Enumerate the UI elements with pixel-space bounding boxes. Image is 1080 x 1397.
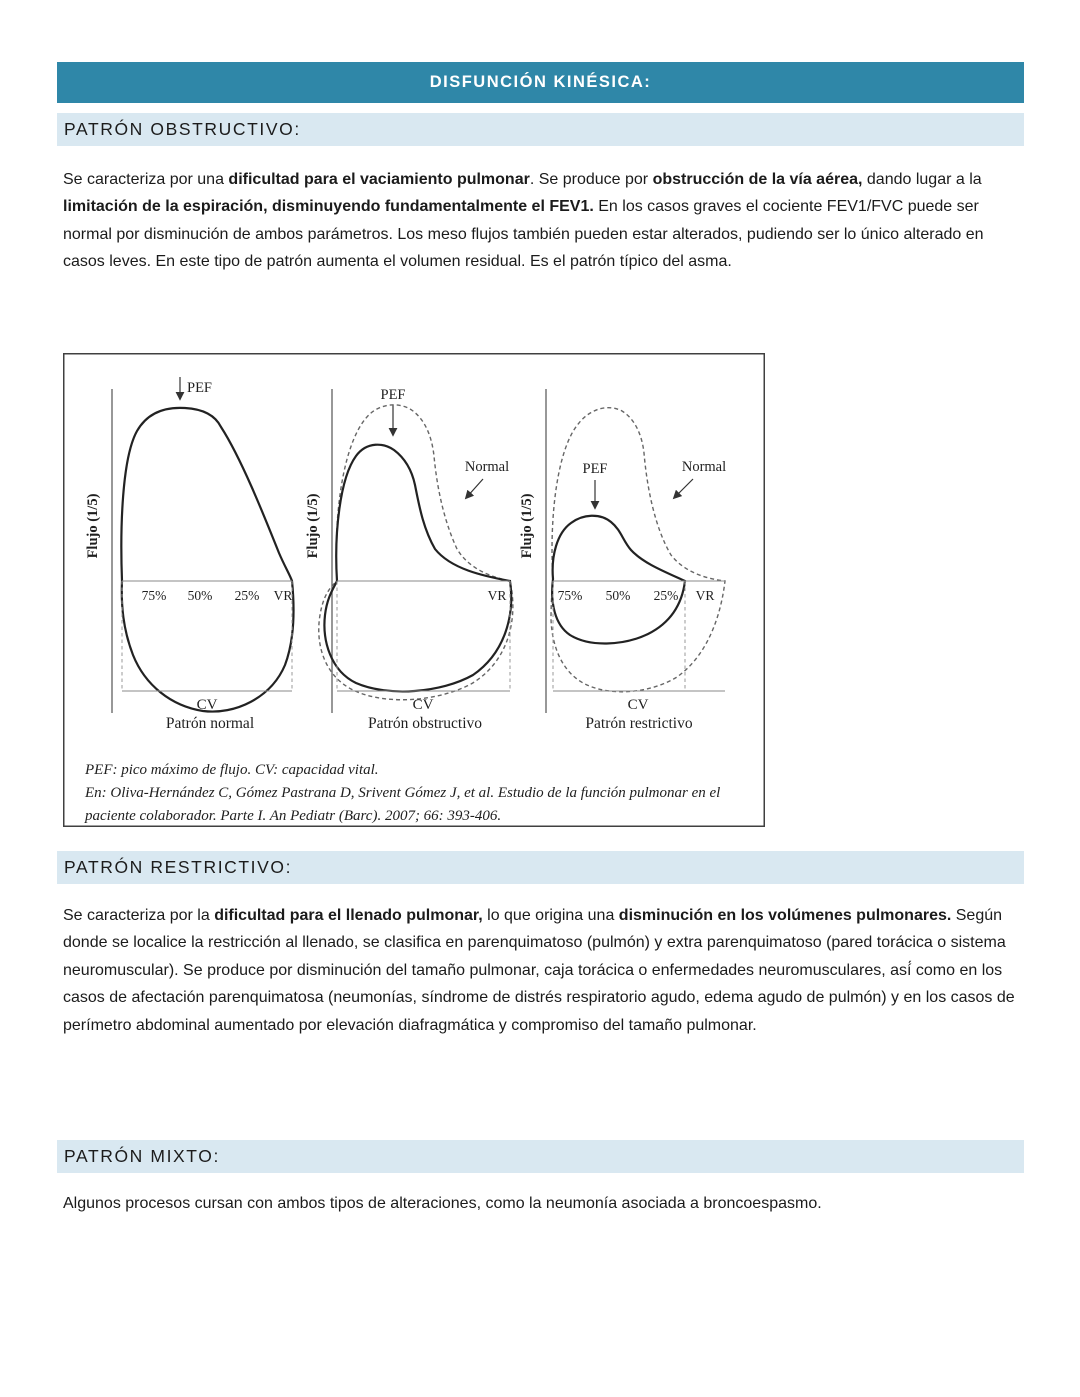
figure-caption xyxy=(84,762,720,824)
main-title-bar xyxy=(57,62,1024,103)
main-title: DISFUNCIÓN KINÉSICA: xyxy=(429,73,652,91)
panel-normal-cv-label: CV xyxy=(196,697,218,713)
flow-volume-figure-svg xyxy=(63,353,765,827)
panel-restrictivo-normal-loop xyxy=(551,408,725,692)
panel-normal-loop xyxy=(121,408,293,712)
panel-restrictivo-tick-25: 25% xyxy=(653,588,679,603)
panel-obstructivo-vr-label: VR xyxy=(487,588,507,603)
panel-normal-y-label: Flujo (1/5) xyxy=(85,493,101,559)
panel-restrictivo-tick-50: 50% xyxy=(605,588,631,603)
figure-caption-line-2: En: Oliva-Hernández C, Gómez Pastrana D, Srivent Gómez J, et al. Estudio de la función pulmonar en el xyxy=(85,785,721,801)
section-heading-restrictivo xyxy=(57,851,1024,884)
panel-restrictivo-pef-label: PEF xyxy=(582,461,608,477)
panel-obstructivo-y-label: Flujo (1/5) xyxy=(305,493,321,559)
paragraph-mixto: Algunos procesos cursan con ambos tipos de alteraciones, como la neumonía asociada a broncoespasmo. xyxy=(63,1195,822,1212)
panel-obstructivo-loop xyxy=(324,445,511,692)
section-heading-restrictivo-label: PATRÓN RESTRICTIVO: xyxy=(64,857,293,877)
panel-obstructivo-pef-label: PEF xyxy=(380,387,406,403)
panel-restrictivo-tick-75: 75% xyxy=(557,588,583,603)
panel-obstructivo-normal-arrow xyxy=(466,479,483,498)
panel-obstructivo-normal-label: Normal xyxy=(464,459,510,475)
panel-restrictivo-normal-label: Normal xyxy=(681,459,727,475)
panel-restrictivo-loop xyxy=(552,516,685,644)
panel-obstructivo-normal-loop xyxy=(319,405,513,700)
panel-normal-tick-75: 75% xyxy=(141,588,167,603)
panel-restrictivo-y-label: Flujo (1/5) xyxy=(519,493,535,559)
panel-normal-tick-50: 50% xyxy=(187,588,213,603)
panel-normal-pef-label: PEF xyxy=(187,380,212,396)
paragraph-obstructivo: Se caracteriza por una dificultad para el vaciamiento pulmonar. Se produce por obstrucción de la vía aérea, dando lugar a la limitación de la espiración, disminuyendo fundamentalmente el FEV1. En los casos graves el cociente FEV1/FVC puede ser normal por disminución de ambos parámetros. Los meso flujos también pueden estar alterados, pudiendo ser lo único alterado en casos leves. En este tipo de patrón aumenta el volumen residual. Es el patrón típico del asma. xyxy=(63,171,984,271)
panel-restrictivo-normal-arrow xyxy=(674,479,693,498)
panel-restrictivo-vr-label: VR xyxy=(695,588,715,603)
paragraph-restrictivo: Se caracteriza por la dificultad para el llenado pulmonar, lo que origina una disminución en los volúmenes pulmonares. Según donde se localice la restricción al llenado, se clasifica en parenquimatoso (pulmón) y extra parenquimatoso (pared torácica o sistema neuromuscular). Se produce por disminución del tamaño pulmonar, caja torácica o enfermedades neuromusculares, así́ como en los casos de afectación parenquimatosa (neumonías, síndrome de distrés respiratorio agudo, edema agudo de pulmón) y en los casos de perímetro abdominal aumentado por elevación diafragmática y compromiso del tamaño pulmonar. xyxy=(63,907,1015,1034)
panel-obstructivo-caption: Patrón obstructivo xyxy=(367,715,483,732)
section-heading-obstructivo-label: PATRÓN OBSTRUCTIVO: xyxy=(64,119,301,139)
panel-normal-tick-25: 25% xyxy=(234,588,260,603)
panel-restrictivo-caption: Patrón restrictivo xyxy=(585,715,693,732)
figure-caption-line-3: paciente colaborador. Parte I. An Pediatr (Barc). 2007; 66: 393-406. xyxy=(85,808,502,824)
panel-obstructivo xyxy=(305,387,513,732)
panel-normal-vr-label: VR xyxy=(273,588,293,603)
section-heading-mixto xyxy=(57,1140,1024,1173)
panel-normal xyxy=(85,377,294,732)
flow-volume-figure xyxy=(63,353,765,827)
panel-restrictivo-cv-label: CV xyxy=(627,697,649,713)
section-heading-mixto-label: PATRÓN MIXTO: xyxy=(64,1146,220,1166)
panel-obstructivo-cv-label: CV xyxy=(412,697,434,713)
panel-restrictivo xyxy=(519,389,726,732)
figure-caption-line-1: PEF: pico máximo de flujo. CV: capacidad vital. xyxy=(85,762,379,778)
panel-normal-caption: Patrón normal xyxy=(165,715,255,732)
section-heading-obstructivo xyxy=(57,113,1024,146)
